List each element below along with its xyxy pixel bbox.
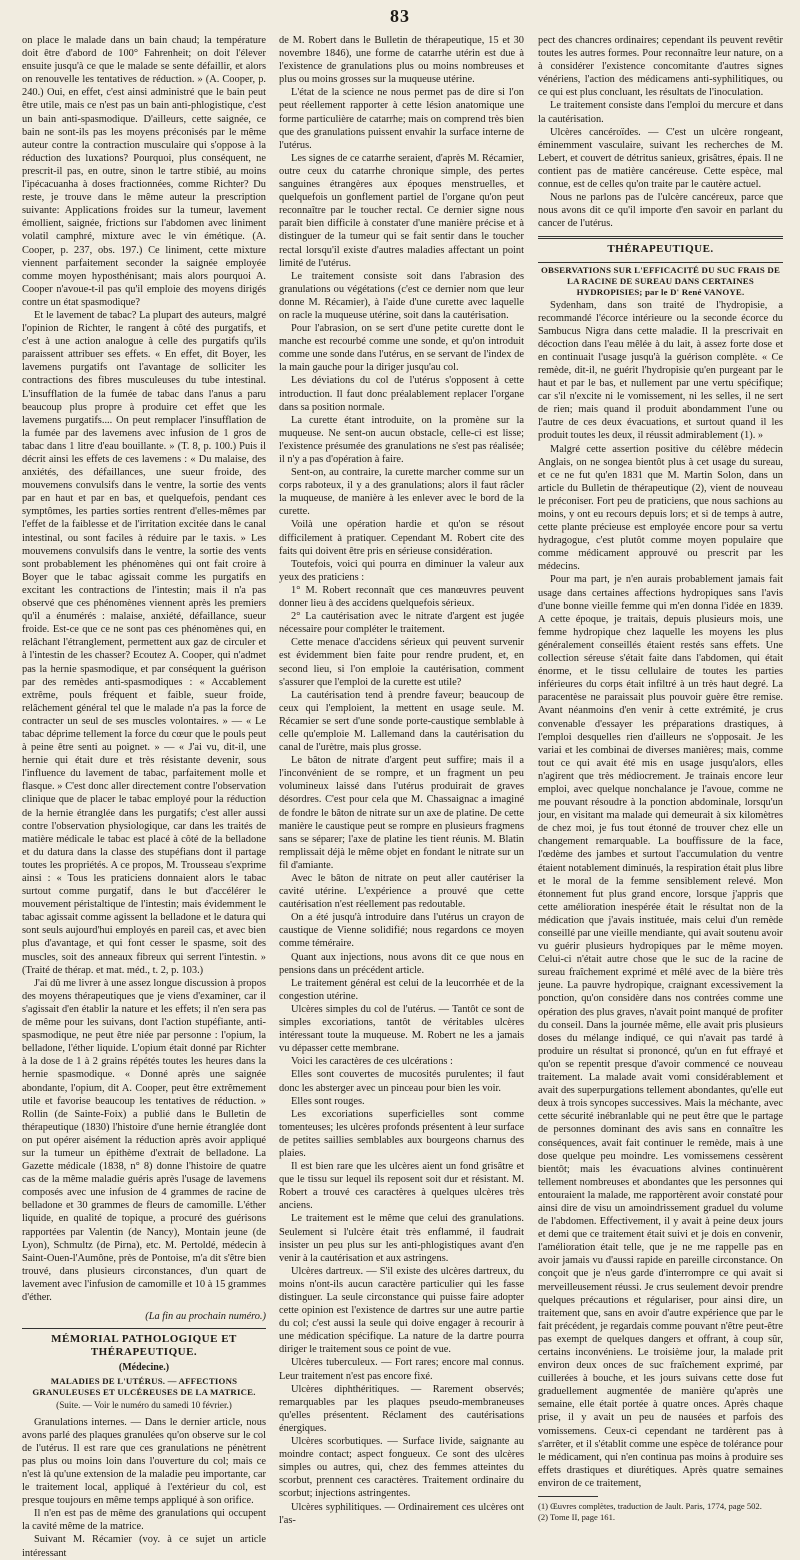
page-number: 83: [390, 6, 410, 26]
paragraph: Il n'en est pas de même des granulations qui occupent la cavité même de la matrice.: [22, 1508, 266, 1533]
paragraph: Les excoriations superficielles sont comme tomenteuses; les ulcères profonds présentent à leur surface de petites saillies semblables aux bourgeons charnus des plaies.: [279, 1108, 524, 1159]
paragraph: Le traitement consiste soit dans l'abrasion des granulations ou végétations (c'est ce dernier nom que leur donne M. Récamier), à l'aide d'une curette avec laquelle on racle la muqueuse utérine, soit dans la cautérisation.: [279, 270, 524, 321]
article-heading-sureau: OBSERVATIONS SUR L'EFFICACITÉ DU SUC FRAIS DE LA RACINE DE SUREAU DANS CERTAINES HYDROPISIES; par le D' René VANOYE.: [540, 264, 781, 297]
paragraph: Le bâton de nitrate d'argent peut suffire; mais il a l'inconvénient de se rompre, et un fragment un peu volumineux laissé dans l'utérus produirait de graves désordres. C'est pour cela que M. Chassaignac a imaginé de fondre le bâton de nitrate sur un axe de platine. De cette manière le caustique peut se rompre en plusieurs fragmens sans se séparer; l'axe de platine les tient réunis. M. Blatin remplissait déjà le même objet en fondant le nitrate sur un fil d'amiante.: [279, 755, 524, 871]
article-note: (Suite. — Voir le numéro du samedi 10 février.): [56, 1400, 232, 1411]
paragraph: Voici les caractères de ces ulcérations :: [291, 1056, 453, 1068]
paragraph: Ulcères tuberculeux. — Fort rares; encore mal connus. Leur traitement n'est pas encore fixé.: [279, 1357, 524, 1382]
paragraph: Les déviations du col de l'utérus s'opposent à cette introduction. Il faut donc préalablement replacer l'organe dans sa position normale.: [279, 375, 524, 413]
paragraph: On a été jusqu'à introduire dans l'utérus un crayon de caustique de Vienne solidifié; nous regardons ce moyen comme téméraire.: [279, 912, 524, 950]
column-1: [22, 34, 266, 1559]
paragraph: Le traitement est le même que celui des granulations. Seulement si l'ulcère était très enflammé, il faudrait insister un peu plus sur les anti-phlogistiques avant d'en venir à la cautérisation et aux astringens.: [279, 1213, 524, 1264]
paragraph: Voilà une opération hardie et qu'on se résout difficilement à pratiquer. Cependant M. Robert cite des faits qui doivent être pris en sérieuse considération.: [279, 519, 524, 557]
paragraph: on place le malade dans un bain chaud; la température doit être d'abord de 100° Fahrenheit; on doit l'élever ensuite jusqu'à ce que le malade se sente défaillir, et alors on renouvelle les tentatives de réduction. » (A. Cooper, p. 240.) Oui, en effet, c'est ainsi administré que le bain peut être utile, mais ce n'est pas un bain anti-phlogistique, c'est un bain anti-spasmodique. D'ailleurs, cette saignée, ce bain ne sont-ils pas les moyens préconisés par le même auteur contre la contraction musculaire qui s'oppose à la réduction des luxations? Pourquoi, plus conséquent, ne prescrit-il pas, en outre, sinon le tartre stibié, au moins l'ipécacuanha à doses fractionnées, comme Richter? Du reste, je trouve dans le même auteur la prescription suivante: Applications froides sur la tumeur, lavement émollient, saignée, frictions sur l'abdomen avec liniment volatil camphré, mixture avec le vin émétique. (A. Cooper, p. 237, obs. 197.) Ce liniment, cette mixture viennent parfaitement seconder la saignée employée comme moyen hyposthénisant; mais alors pourquoi A. Cooper n'avoue-t-il pas qu'il emploie des moyens dirigés contre un état spasmodique?: [22, 35, 266, 308]
paragraph: Ulcères scorbutiques. — Surface livide, saignante au moindre contact; aspect fongueux. Ce sont des ulcères simples ou autres, qui, chez des femmes atteintes du scorbut, prennent ces caractères. Traitement ordinaire du scorbut; injections astringentes.: [279, 1436, 524, 1500]
section-title-therapeutique: THÉRAPEUTIQUE.: [607, 243, 714, 256]
paragraph: Pour l'abrasion, on se sert d'une petite curette dont le manche est recourbé comme une sonde, et qu'on introduit comme une sonde dans l'utérus, en se servant de l'index de la main gauche pour la diriger jusqu'au col.: [279, 323, 524, 374]
paragraph: Ulcères cancéroïdes. — C'est un ulcère rongeant, éminemment vasculaire, suivant les recherches de M. Lebert, et couvert de détritus sanieux, grisâtres, épais. Il ne contient pas de matière cancéreuse. Cette espèce, mal connue, est de celles qu'on traite par le cautère actuel.: [538, 126, 783, 191]
paragraph: Suivant M. Récamier (voy. à ce sujet un article intéressant: [22, 1534, 266, 1559]
divider: [538, 236, 783, 239]
divider: [538, 262, 783, 263]
paragraph: Toutefois, voici qui pourra en diminuer la valeur aux yeux des praticiens :: [279, 558, 524, 583]
footnote: (2) Tome II, page 161.: [538, 1512, 616, 1523]
paragraph: Ulcères diphthéritiques. — Rarement observés; remarquables par les plaques pseudo-membraneuses qu'elles présentent. Réclament des cautérisations énergiques.: [279, 1383, 524, 1434]
paragraph: La cautérisation tend à prendre faveur; beaucoup de ceux qui l'emploient, la mettent en usage seule. M. Récamier se sert d'une sonde porte-caustique semblable à celle qu'emploie M. Lallemand dans la cautérisation du canal de l'urètre, mais plus grosse.: [279, 689, 524, 754]
paragraph: Ulcères simples du col de l'utérus. — Tantôt ce sont de simples excoriations, tantôt de véritables ulcères intéressant toute la muqueuse. M. Robert ne les a jamais vu dépasser cette membrane.: [279, 1003, 524, 1055]
paragraph: 2° La cautérisation avec le nitrate d'argent est jugée nécessaire pour compléter le traitement.: [279, 611, 524, 636]
continued-note: (La fin au prochain numéro.): [145, 1311, 266, 1323]
footnotes: [538, 1501, 783, 1523]
paragraph: Pour ma part, je n'en aurais probablement jamais fait usage dans certaines affections hydropiques sans l'avis d'une bonne vieille femme qui m'en donna l'idée en 1839. A cette époque, je traitais, depuis plusieurs mois, une femme hydropique chez laquelle les moyens les plus généralement conseillés étaient restés sans effets. Une collection séreuse s'était faite dans l'abdomen, qui était énorme, et le tissu cellulaire de toutes les parties inférieures du corps était infiltré à un très haut degré. La paracentèse ne paraissait plus pouvoir guère être remise. Avant néanmoins d'en venir à cette extrémité, je crus convenable d'essayer les préparations drastiques, à l'emploi desquelles rien d'ailleurs ne s'opposait. Je les variai et les combinai de diverses manières; mais, comme tout ce qui avait été mis en usage jusqu'alors, elles n'agirent que très médiocrement. Je trainais encore leur emploi, avec quelque nonchalance je l'avoue, comme ne me pouvant résoudre à la ponction abdominale, lorsqu'un jour, en visitant ma malade qui demeurait à six kilomètres de chez moi, je fus tout étonné de trouver chez elle un changement remarquable. La bouffissure de la face, l'œdème des jambes et surtout l'accumulation du ventre étaient notablement diminués, la respiration était plus libre et le moral de la femme sensiblement relevé. Mon étonnement fut plus grand encore, lorsque j'appris que cette amélioration inespérée était le résultat non de la médication que j'avais instituée, mais celui d'un remède conseillé par une vieille mendiante, qui avait soutenu avoir vu guérir plusieurs hydropiques par le même moyen. Celui-ci n'était autre chose que le suc de la racine de sureau fraîchement exprimé et mêlé avec de la bière très jeune. La pauvre hydropique, craignant excessivement la ponction, qu'on considère dans nos contrées comme une opération des plus graves, n'avait point manqué de profiter du conseil. Dans la journée même, elle avait pris plusieurs doses du mélange indiqué, ce qui n'avait pas tardé à produire un résultat si prononcé, qu'un en fut effrayé et qu'on se repentit presque d'avoir commencé ce nouveau traitement. La malade avait vomi considérablement et avait des superpurgations tellement abondantes, qu'elle eut deux à trois syncopes successives. Mais la méchante, avec cette sécurité inébranlable qui ne peut être que le partage de personnes dominant des avis sans en connaître les conséquences, avait fait continuer le remède, mais à une dose quelque peu moindre. Les vomissemens cessèrent bientôt; mais les évacuations alvines continuèrent tellement nombreuses et abondantes que les personnes qui entouraient la malade, me rapportèrent avoir constaté pour ainsi dire de visu un amoindrissement graduel du volume de l'abdomen. Effectivement, il y avait à peine deux jours et demi que ce traitement était suivi et je dois en convenir, l'amélioration était telle, que je ne me rappelle pas en avoir jamais vu d'aussi rapide en pareille circonstance. On conçoit que je n'eus garde d'interrompre ce qui avait si merveilleusement réussi. Je crus seulement devoir prendre quelques précautions et régulariser, pour ainsi dire, un traitement que, sans en avoir d'autre expérience que par le fait précédent, je regardais comme pouvant n'être peut-être pas exempt de quelques dangers et offrant, à coup sûr, certains inconvéniens. Le troisième jour, la malade prit environ deux onces de suc fraîchement exprimé, par cuillerées à bouche, et les jours suivans cette dose fut graduellement augmentée de manière qu'après une semaine, elle était portée à quatre onces. Après chaque prise, il y avait un peu de nausées et parfois des vomissemens. Ceux-ci cependant ne tardèrent pas à s'arrêter, et il s'établit comme une espèce de tolérance pour le médicament, qui n'en continua pas moins à produire ses effets drastiques et diurétiques. Après quatre semaines environ de ce traitement,: [538, 574, 783, 1489]
paragraph: Malgré cette assertion positive du célèbre médecin Anglais, on ne songea bientôt plus à cet usage du sureau, et ce ne fut qu'en 1831 que M. Martin Solon, dans un article du Bulletin de thérapeutique (2), vient de nouveau le préconiser. Fort peu de praticiens, que nous sachions au moins, y ont eu recours depuis lors; et si de temps à autre, cette plante précieuse est employée encore pour sa vertu hydragogue, c'est plutôt comme moyen populaire que comme médicament approuvé ou prescrit par les médecins.: [538, 443, 783, 573]
paragraph: de M. Robert dans le Bulletin de thérapeutique, 15 et 30 novembre 1846), une forme de catarrhe utérin est due à l'existence de granulations plus ou moins nombreuses et plus ou moins grosses sur la muqueuse utérine.: [279, 35, 524, 86]
column-2: [279, 34, 524, 1526]
section-title-memorial: MÉMORIAL PATHOLOGIQUE ET THÉRAPEUTIQUE.: [51, 1333, 237, 1359]
paragraph: Sydenham, dans son traité de l'hydropisie, a recommandé l'écorce intérieure ou la seconde écorce du Sambucus Nigra dans cette maladie. Il la prescrivait en décoction dans l'eau mêlée à du lait, à assez forte dose et en continuait l'usage jusqu'à la guérison complète. « Ce remède, dit-il, ne guérit l'hydropisie qu'en purgeant par le haut et par le bas, et nullement par une vertu spécifique; car s'il n'excite ni le vomissement, ni les selles, il ne sert de rien; mais quand il produit abondamment l'une ou l'autre de ces deux évacuations, et surtout quand il les produit toutes les deux, il réussit admirablement (1). »: [538, 299, 783, 442]
section-subtitle: (Médecine.): [118, 1362, 170, 1374]
paragraph: Sent-on, au contraire, la curette marcher comme sur un corps raboteux, il y a des granulations; alors il faut râcler la muqueuse, de manière à les enlever avec le bord de la curette.: [279, 467, 524, 518]
paragraph: Ulcères dartreux. — S'il existe des ulcères dartreux, du moins n'ont-ils aucun caractère particulier qui les fasse distinguer. La seule circonstance qui puisse faire adopter cette opinion est l'existence de dartres sur une autre partie du col; c'est aussi la seule qui doive engager à recourir à une médication spécifique. La nature de la dartre pourra diriger le traitement sous ce point de vue.: [279, 1265, 524, 1356]
paragraph: Elles sont rouges.: [291, 1095, 365, 1107]
paragraph: Les signes de ce catarrhe seraient, d'après M. Récamier, outre ceux du catarrhe chronique simple, des pertes sanguines étrangères aux époques menstruelles, et quelquefois un gonflement partiel de l'organe qu'on peut reconnaître par le toucher rectal. Ce dernier signe nous paraît bien difficile à constater d'une manière précise et à distinguer de la tumeur qui se fait sentir dans le toucher rectal lorsqu'il existe d'autres maladies affectant un point limité de l'utérus.: [279, 152, 524, 269]
paragraph: Cette menace d'accidens sérieux qui peuvent survenir est évidemment bien faite pour rendre prudent, et, en second lieu, si l'on emploie la cautérisation, comment s'assurer que l'emploi de la curette est utile?: [279, 637, 524, 688]
paragraph: Il est bien rare que les ulcères aient un fond grisâtre et que le tissu sur lequel ils reposent soit dur et résistant. M. Robert a trouvé ces caractères à quelques ulcères très anciens.: [279, 1161, 524, 1212]
paragraph: Et le lavement de tabac? La plupart des auteurs, malgré l'opinion de Richter, le rangent à côté des purgatifs, et c'est à une action analogue à celle des purgatifs qu'ils paraissent attribuer ses effets. « En effet, dit Boyer, les lavemens purgatifs ont l'avantage de solliciter les contractions des fibres musculeuses du tube intestinal. L'insufflation de la fumée de tabac dans l'anus a paru beaucoup plus propre à produire cet effet que les lavemens purgatifs.... On peut remplacer l'insufflation de la fumée par des lavemens avec infusion de 1 gros de tabac dans 1 litre d'eau bouillante. » (T. 8, p. 100.) Puis il décrit ainsi les effets de ces lavemens : « Du malaise, des anxiétés, des défaillances, une sueur froide, des mouvemens convulsifs dans le ventre, la sortie des vents par en haut et par en bas, et quelquefois, pendant ces symptômes, les parties sorties rentrent d'elles-mêmes par l'effet de la faiblesse et de l'irritation excitée dans le canal intestinal, ou sont faciles à réduire par le taxis. » Les mouvemens convulsifs dans le ventre, la sortie des vents sont probablement les phénomènes qui ont fait croire à Boyer que le tabac agissait comme les purgatifs en excitant les contractions de l'intestin; mais il n'a pas observé que ces phénomènes viennent après les premiers qu'il a énumérés : malaise, anxiété, défaillance, sueur froide. Est-ce que ce ne sont pas ces phénomènes qui, en relâchant l'étranglement, permettent aux gaz de circuler et à l'intestin de les chasser? Ecoutez A. Cooper, qui n'admet pas la hernie spasmodique, et par conséquent la guérison par des remèdes anti-spasmodiques : « Accablement extrême, pouls fréquent et faible, sueur froide, relâchement général tel que le malade n'a pas la force de contracter un seul de ses muscles volontaires. » — « Le tabac déprime tellement la force du cœur que le pouls peut à peine être senti au poignet. » — « J'ai vu, dit-il, une hernie qui était dure et très résistante devenir, sous l'influence du lavement de tabac, parfaitement molle et flasque. » C'est donc aller directement contre l'observation clinique que de placer le tabac employé pour la réduction de la hernie étranglée dans les purgatifs; c'est aller aussi contre l'observation physiologique, car dans les traités de matière médicale le tabac est placé à côté de la belladone et du datura dans la classe des stupéfians dont il partage toutes les propriétés. A ce propos, M. Trousseau s'exprime ainsi : « Tous les praticiens donnaient alors le tabac surtout comme purgatif, dans le but d'accélérer le mouvement péristaltique de l'intestin; mais évidemment le tabac agissait comme agissent la belladone et le datura qui sont seuls aujourd'hui employés en pareil cas, et avec bien plus d'avantage, et qui font cesser le spasme, soit des muscles, soit des anneaux fibreux qui serrent l'intestin. » (Traité de thérap. et mat. méd., t. 2, p. 103.): [22, 309, 266, 976]
article-heading-uterus: MALADIES DE L'UTÉRUS. — AFFECTIONS GRANULEUSES ET ULCÉREUSES DE LA MATRICE.: [32, 1376, 256, 1398]
paragraph: L'état de la science ne nous permet pas de dire si l'on peut réellement rapporter à cette lésion anatomique une forme particulière de catarrhe; mais on comprend très bien que des granulations puissent envahir la surface interne de l'utérus.: [279, 87, 524, 151]
footnote: (1) Œuvres complètes, traduction de Jault. Paris, 1774, page 502.: [538, 1501, 762, 1512]
divider: [22, 1328, 266, 1329]
paragraph: Granulations internes. — Dans le dernier article, nous avons parlé des plaques granulées qu'on observe sur le col de l'utérus. Il est rare que ces granulations ne pénètrent pas plus ou moins loin dans l'ouverture du col; mais ce n'est là qu'une extension de la maladie peu importante, car le traitement local, appliqué à l'extérieur du col, est presque toujours en même temps appliqué à son orifice.: [22, 1416, 266, 1507]
column-3: [538, 34, 783, 1523]
paragraph: Avec le bâton de nitrate on peut aller cautériser la cavité utérine. L'expérience a prouvé que cette cautérisation n'est réellement pas redoutable.: [279, 873, 524, 911]
paragraph: Le traitement général est celui de la leucorrhée et de la congestion utérine.: [279, 977, 524, 1002]
paragraph: pect des chancres ordinaires; cependant ils peuvent revêtir toutes les autres formes. Pour reconnaître leur nature, on a à considérer l'existence concomitante d'autres signes vénériens, l'action des médicamens anti-syphilitiques, ou ce qui est plus concluant, les résultats de l'inoculation.: [538, 35, 783, 99]
paragraph: 1° M. Robert reconnaît que ces manœuvres peuvent donner lieu à des accidens quelquefois sérieux.: [279, 584, 524, 610]
paragraph: La curette étant introduite, on la promène sur la muqueuse. Ne sent-on aucun obstacle, celle-ci est lisse; l'existence présumée des granulations ne s'est pas réalisée; il n'y a pas d'opération à faire.: [279, 414, 524, 465]
paragraph: Le traitement consiste dans l'emploi du mercure et dans la cautérisation.: [538, 100, 783, 125]
paragraph: Ulcères syphilitiques. — Ordinairement ces ulcères ont l'as-: [279, 1501, 524, 1526]
footnote-rule: [538, 1496, 598, 1497]
paragraph: Nous ne parlons pas de l'ulcère cancéreux, parce que nous avons dit ce qu'il importe d'en savoir en parlant du cancer de l'utérus.: [538, 192, 783, 230]
paragraph: Quant aux injections, nous avons dit ce que nous en pensions dans un précédent article.: [279, 951, 524, 976]
paragraph: J'ai dû me livrer à une assez longue discussion à propos des moyens thérapeutiques que je viens d'examiner, car il s'agissait d'en établir la nature et les effets; il n'en sera pas de même pour les suivans, dont l'action stupéfiante, anti-spasmodique, ne peut être niée par personne : l'opium, la belladone, l'éther liquide. L'opium était donné par Richter à la dose de 1 à 2 grains répétés toutes les heures dans la hernie spasmodique. « Donné après une saignée abondante, l'opium, dit A. Cooper, peut être extrêmement utile et favorise beaucoup les tentatives de réduction. » Rollin (de Sainte-Foix) a publié dans le Bulletin de thérapeutique (1830) l'histoire d'une hernie étranglée dont on put opérer aisément la réduction après avoir appliqué sur la tumeur un épithème d'extrait de belladone. La Gazette médicale (1838, n° 8) donne l'histoire de quatre cas de la même maladie guéris après l'usage de lavemens composés avec une infusion de 4 grammes de racine de belladone et 30 grammes de fleurs de camomille. L'éther liquide, en qualité de topique, a procuré des guérisons rapportées par Valentin (de Nancy), Montain jeune (de Lyon), Schmultz (de Pirna), etc. M. Pertoldé, médecin à Saint-Ouen-l'Aumône, près de Pontoise, m'a dit s'être bien trouvé, dans plusieurs circonstances, d'un quart de lavement avec l'infusion de camomille et 10 à 15 grammes d'éther.: [22, 977, 266, 1303]
paragraph: Elles sont couvertes de mucosités purulentes; il faut donc les absterger avec un pinceau pour bien les voir.: [279, 1069, 524, 1094]
